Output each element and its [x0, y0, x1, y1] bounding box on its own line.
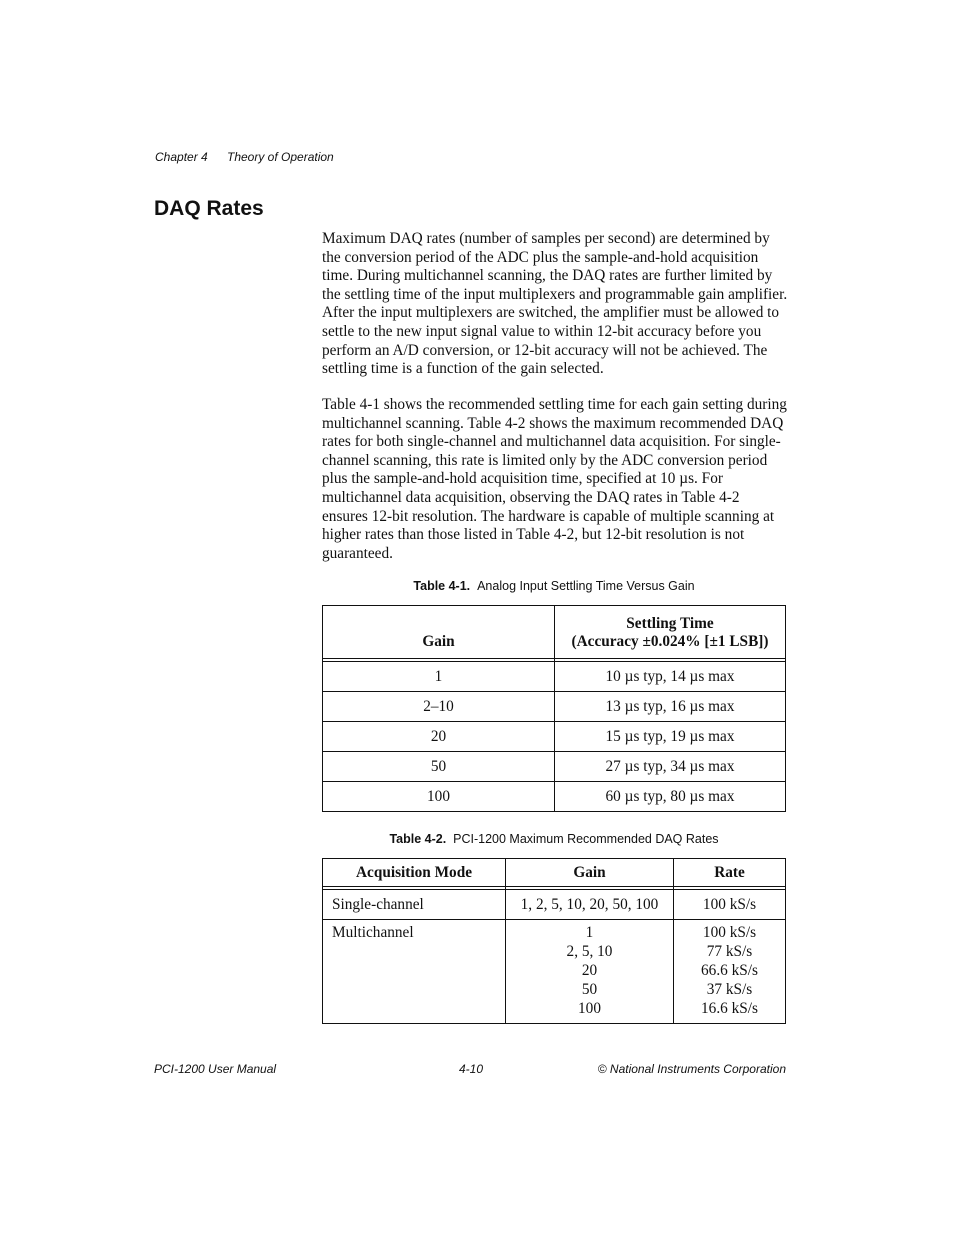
footer-copyright: © National Instruments Corporation — [597, 1062, 786, 1076]
rate-value: 77 kS/s — [706, 943, 753, 960]
table1-caption — [322, 579, 786, 593]
running-header — [155, 150, 334, 164]
cell-rate: 100 kS/s — [674, 890, 786, 920]
rate-value: 100 kS/s — [702, 924, 757, 941]
header-gain: Gain — [323, 606, 555, 659]
cell-time: 10 µs typ, 14 µs max — [555, 662, 786, 692]
cell-rate-list — [674, 920, 786, 1024]
gain-value: 1 — [585, 924, 594, 941]
table-row — [323, 662, 786, 692]
table-row — [323, 692, 786, 722]
section-heading: DAQ Rates — [154, 197, 264, 220]
cell-mode: Multichannel — [323, 920, 506, 1024]
paragraph-1: Maximum DAQ rates (number of samples per second) are determined by the conversion period of the ADC plus the sample-and-hold acquisition time. During multichannel scanning, the DAQ rates are further limited by the settling time of the input multiplexers and programmable gain amplifier. After the input multiplexers are switched, the amplifier must be allowed to settle to the new input signal value to within 12-bit accuracy before you perform an A/D conversion, or 12-bit accuracy will not be achieved. The settling time is a function of the gain selected. — [322, 230, 788, 378]
gain-value: 50 — [581, 981, 598, 998]
chapter-label: Chapter 4 — [155, 150, 208, 164]
cell-gain: 1 — [323, 662, 555, 692]
daq-rates-table — [322, 858, 786, 1024]
cell-gain: 2–10 — [323, 692, 555, 722]
cell-time: 60 µs typ, 80 µs max — [555, 782, 786, 812]
gain-value: 20 — [581, 962, 598, 979]
table-row — [323, 890, 786, 920]
cell-time: 15 µs typ, 19 µs max — [555, 722, 786, 752]
cell-gain: 20 — [323, 722, 555, 752]
cell-gain: 1, 2, 5, 10, 20, 50, 100 — [506, 890, 674, 920]
table2-title: PCI-1200 Maximum Recommended DAQ Rates — [453, 832, 719, 846]
rate-value: 16.6 kS/s — [701, 1000, 758, 1017]
table-row — [323, 782, 786, 812]
gain-value: 100 — [578, 1000, 601, 1017]
paragraph-2: Table 4-1 shows the recommended settling time for each gain setting during multichannel scanning. Table 4-2 shows the maximum recommended DAQ rates for both single-channel and multichannel data acquisition. For single-channel scanning, this rate is limited only by the ADC conversion period plus the sample-and-hold acquisition time, specified at 10 µs. For multichannel data acquisition, observing the DAQ rates in Table 4-2 ensures 12-bit resolution. The hardware is capable of multiple scanning at higher rates than those listed in Table 4-2, but 12-bit resolution is not guaranteed. — [322, 396, 787, 562]
gain-value: 2, 5, 10 — [566, 943, 613, 960]
cell-gain: 50 — [323, 752, 555, 782]
footer-page-number: 4-10 — [459, 1062, 484, 1076]
footer-manual-title: PCI-1200 User Manual — [154, 1062, 277, 1076]
section-label: Theory of Operation — [227, 150, 334, 164]
header-gain: Gain — [506, 859, 674, 887]
table2-caption — [322, 832, 786, 846]
table-row — [323, 920, 786, 1024]
header-acquisition-mode: Acquisition Mode — [323, 859, 506, 887]
table1-title: Analog Input Settling Time Versus Gain — [477, 579, 695, 593]
table-header-row — [323, 859, 786, 887]
header-settling-line2: (Accuracy ±0.024% [±1 LSB]) — [571, 633, 769, 651]
header-settling-line1: Settling Time — [626, 614, 714, 632]
header-settling-time — [555, 606, 786, 659]
table2-label: Table 4-2. — [389, 832, 447, 846]
cell-gain-list — [506, 920, 674, 1024]
rate-value: 37 kS/s — [706, 981, 753, 998]
cell-gain: 100 — [323, 782, 555, 812]
table-header-row — [323, 606, 786, 659]
cell-mode: Single-channel — [323, 890, 506, 920]
rate-value: 66.6 kS/s — [701, 962, 758, 979]
header-rate: Rate — [674, 859, 786, 887]
table1-label: Table 4-1. — [413, 579, 471, 593]
settling-time-table — [322, 605, 786, 812]
cell-time: 27 µs typ, 34 µs max — [555, 752, 786, 782]
table-row — [323, 722, 786, 752]
cell-time: 13 µs typ, 16 µs max — [555, 692, 786, 722]
table-row — [323, 752, 786, 782]
